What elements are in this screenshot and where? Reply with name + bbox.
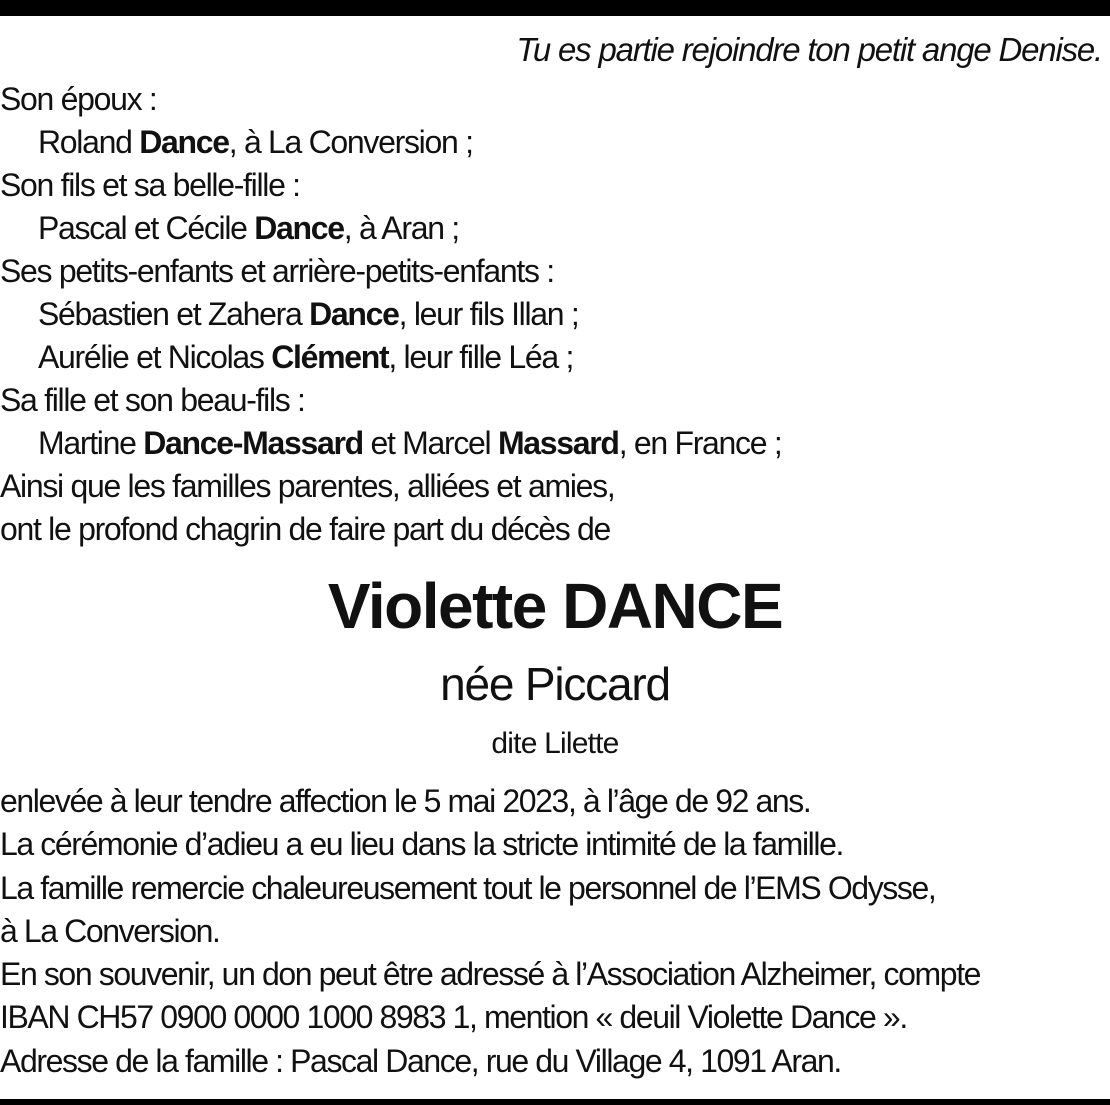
spouse-entry — [0, 121, 1110, 164]
spouse-last: Dance — [139, 124, 229, 160]
daughter-entry — [0, 422, 1110, 465]
son-heading: Son fils et sa belle-fille : — [0, 167, 300, 203]
daughter-heading: Sa fille et son beau-fils : — [0, 382, 305, 418]
birth-name: née Piccard — [440, 658, 670, 710]
closing-line: La cérémonie d’adieu a eu lieu dans la stricte intimité de la famille. — [0, 826, 843, 863]
closing-line: IBAN CH57 0900 0000 1000 8983 1, mention « deuil Violette Dance ». — [0, 999, 907, 1036]
grandchild-entry-2 — [0, 336, 1110, 379]
announce-line: ont le profond chagrin de faire part du décès de — [0, 511, 611, 547]
closing-line: enlevée à leur tendre affection le 5 mai 2023, à l’âge de 92 ans. — [0, 783, 811, 819]
grandchild1-rest: , leur fils Illan ; — [398, 296, 579, 332]
spouse-first: Roland — [38, 124, 140, 160]
son-last: Dance — [254, 210, 344, 246]
grandchild2-first: Aurélie et Nicolas — [38, 339, 272, 375]
son-in-law-last: Massard — [497, 425, 619, 461]
closing-line: Adresse de la famille : Pascal Dance, rue du Village 4, 1091 Aran. — [0, 1042, 841, 1079]
son-rest: , à Aran ; — [343, 210, 459, 246]
daughter-last: Dance-Massard — [143, 425, 363, 461]
grandchild1-first: Sébastien et Zahera — [38, 296, 310, 332]
deceased-name: Violette DANCE — [327, 570, 783, 642]
closing-line: En son souvenir, un don peut être adressé à l’Association Alzheimer, compte — [0, 956, 981, 993]
son-first: Pascal et Cécile — [38, 210, 255, 246]
closing-line: La famille remercie chaleureusement tout le personnel de l’EMS Odysse, — [0, 869, 936, 906]
grandchild1-last: Dance — [309, 296, 399, 332]
son-entry — [0, 207, 1110, 250]
closing-text — [0, 780, 1110, 1083]
daughter-rest: , en France ; — [618, 425, 782, 461]
daughter-mid: et Marcel — [362, 425, 498, 461]
grandchild2-last: Clément — [271, 339, 389, 375]
top-rule — [0, 0, 1110, 16]
closing-line: à La Conversion. — [0, 912, 220, 949]
family-list — [0, 78, 1110, 551]
nickname: dite Lilette — [491, 727, 619, 760]
grandchild2-rest: , leur fille Léa ; — [388, 339, 574, 375]
daughter-first: Martine — [38, 425, 144, 461]
bottom-rule — [0, 1099, 1110, 1105]
grandchild-entry-1 — [0, 293, 1110, 336]
spouse-rest: , à La Conversion ; — [228, 124, 473, 160]
families-line: Ainsi que les familles parentes, alliées et amies, — [0, 468, 615, 504]
epigraph: Tu es partie rejoindre ton petit ange Denise. — [516, 31, 1102, 68]
spouse-heading: Son époux : — [0, 81, 157, 117]
grandchildren-heading: Ses petits-enfants et arrière-petits-enfants : — [0, 253, 554, 289]
